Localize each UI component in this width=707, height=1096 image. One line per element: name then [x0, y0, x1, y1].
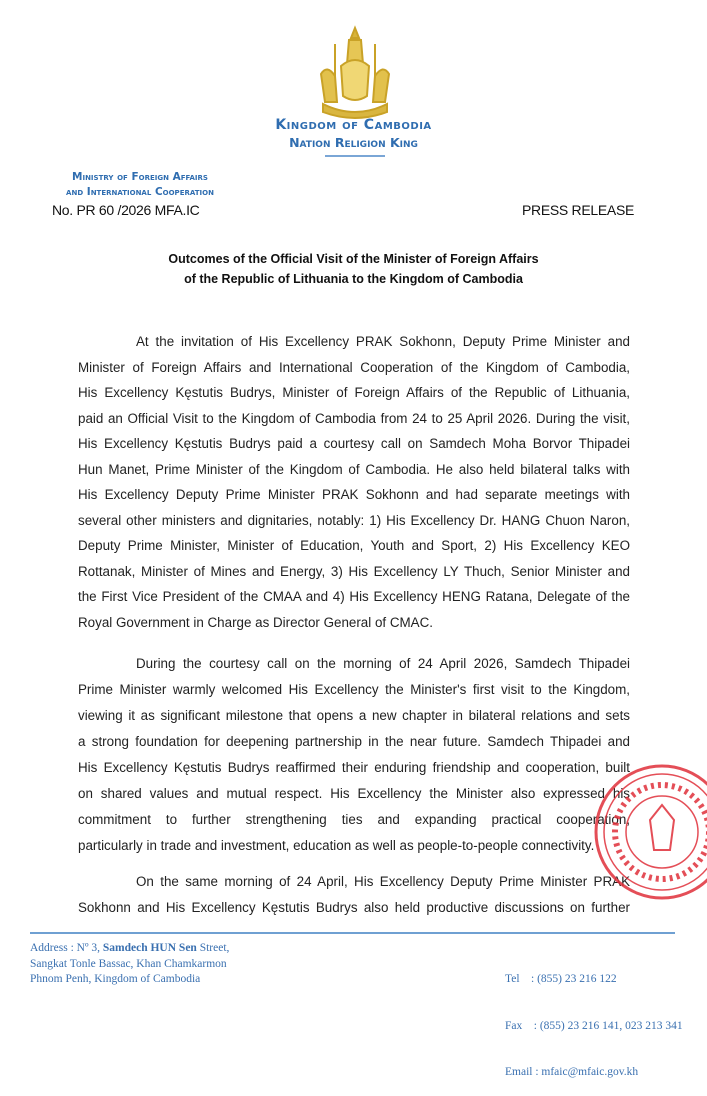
ministry-line-2: and International Cooperation	[66, 186, 214, 198]
paragraph-line: Hun Manet, Prime Minister of the Kingdom of Cambodia. He also held bilateral talks with	[78, 461, 630, 477]
email: Email : mfaic@mfaic.gov.kh	[505, 1066, 639, 1078]
paragraph-line: Sokhonn and His Excellency Kęstutis Budrys also held productive discussions on further	[78, 900, 630, 915]
paragraph-line: During the courtesy call on the morning of 24 April 2026, Samdech Thipadei	[136, 656, 630, 671]
fax: Fax : (855) 23 216 141, 023 213 341	[505, 1019, 683, 1032]
national-motto: Nation Religion King	[289, 135, 418, 150]
address-line-2: Sangkat Tonle Bassac, Khan Chamkarmon	[30, 957, 227, 970]
telephone: Tel : (855) 23 216 122	[505, 973, 617, 985]
document-title	[0, 249, 707, 289]
paragraph-1	[78, 332, 630, 638]
paragraph-line: commitment to further strengthening ties and expanding practical cooperation,	[78, 812, 630, 827]
title-line-2: of the Republic of Lithuania to the Kingdom of Cambodia	[184, 272, 523, 286]
paragraph-line: Prime Minister warmly welcomed His Excellency the Minister's first visit to the Kingdom,	[78, 682, 630, 697]
footer-address	[30, 941, 229, 988]
ministry-line-1: Ministry of Foreign Affairs	[72, 171, 208, 183]
paragraph-line: several other ministers and dignitaries, notably: 1) His Excellency Dr. HANG Chuon Naron,	[78, 512, 630, 528]
address-street-name: Samdech HUN Sen	[102, 942, 197, 954]
document-type: PRESS RELEASE	[522, 202, 635, 218]
paragraph-line: a strong foundation for deepening partnership in the near future. Samdech Thipadei and	[78, 734, 630, 749]
address-street: Street,	[196, 942, 230, 954]
paragraph-line: paid an Official Visit to the Kingdom of Cambodia from 24 to 25 April 2026. During the visit,	[78, 410, 630, 426]
paragraph-line: His Excellency Kęstutis Budrys paid a courtesy call on Samdech Moha Borvor Thipadei	[78, 436, 630, 451]
paragraph-line: viewing it as significant milestone that opens a new chapter in bilateral relations and sets	[78, 708, 630, 723]
address-line-1	[30, 941, 229, 957]
ministry-name	[30, 170, 250, 200]
paragraph-line: On the same morning of 24 April, His Excellency Deputy Prime Minister PRAK	[136, 874, 630, 889]
paragraph-line: His Excellency Kęstutis Budrys, Minister of Foreign Affairs of the Republic of Lithuania,	[78, 385, 630, 400]
royal-emblem-icon	[305, 24, 405, 124]
paragraph-line: His Excellency Deputy Prime Minister PRAK Sokhonn and had separate meetings with	[78, 487, 630, 502]
official-seal-stamp	[590, 760, 707, 905]
paragraph-line: on shared values and mutual respect. His Excellency the Minister also expressed his	[78, 786, 630, 801]
paragraph-line: Minister of Foreign Affairs and International Cooperation of the Kingdom of Cambodia,	[78, 359, 630, 375]
paragraph-3	[78, 872, 630, 924]
paragraph-line: Royal Government in Charge as Director General of CMAC.	[78, 614, 433, 630]
paragraph-line: particularly in trade and investment, education as well as people-to-people connectivity.	[78, 838, 595, 853]
paragraph-line: Deputy Prime Minister, Minister of Education, Youth and Sport, 2) His Excellency KEO	[78, 538, 630, 553]
footer-divider	[30, 932, 675, 934]
kingdom-heading: Kingdom of Cambodia	[275, 117, 432, 133]
paragraph-line: His Excellency Kęstutis Budrys reaffirmed their enduring friendship and cooperation, built	[78, 760, 630, 775]
paragraph-2	[78, 654, 630, 862]
paragraph-line: Rottanak, Minister of Mines and Energy, 3) His Excellency LY Thuch, Senior Minister and	[78, 563, 630, 579]
footer-contact	[505, 941, 683, 1096]
address-line-3: Phnom Penh, Kingdom of Cambodia	[30, 973, 201, 985]
paragraph-line: At the invitation of His Excellency PRAK Sokhonn, Deputy Prime Minister and	[136, 334, 630, 349]
reference-number: No. PR 60 /2026 MFA.IC	[52, 202, 200, 218]
address-label: Address : Nº 3,	[30, 942, 103, 954]
title-line-1: Outcomes of the Official Visit of the Minister of Foreign Affairs	[168, 252, 539, 266]
paragraph-line: the First Vice President of the CMAA and 4) His Excellency HENG Ratana, Delegate of the	[78, 589, 630, 604]
ornament-divider	[325, 155, 385, 157]
